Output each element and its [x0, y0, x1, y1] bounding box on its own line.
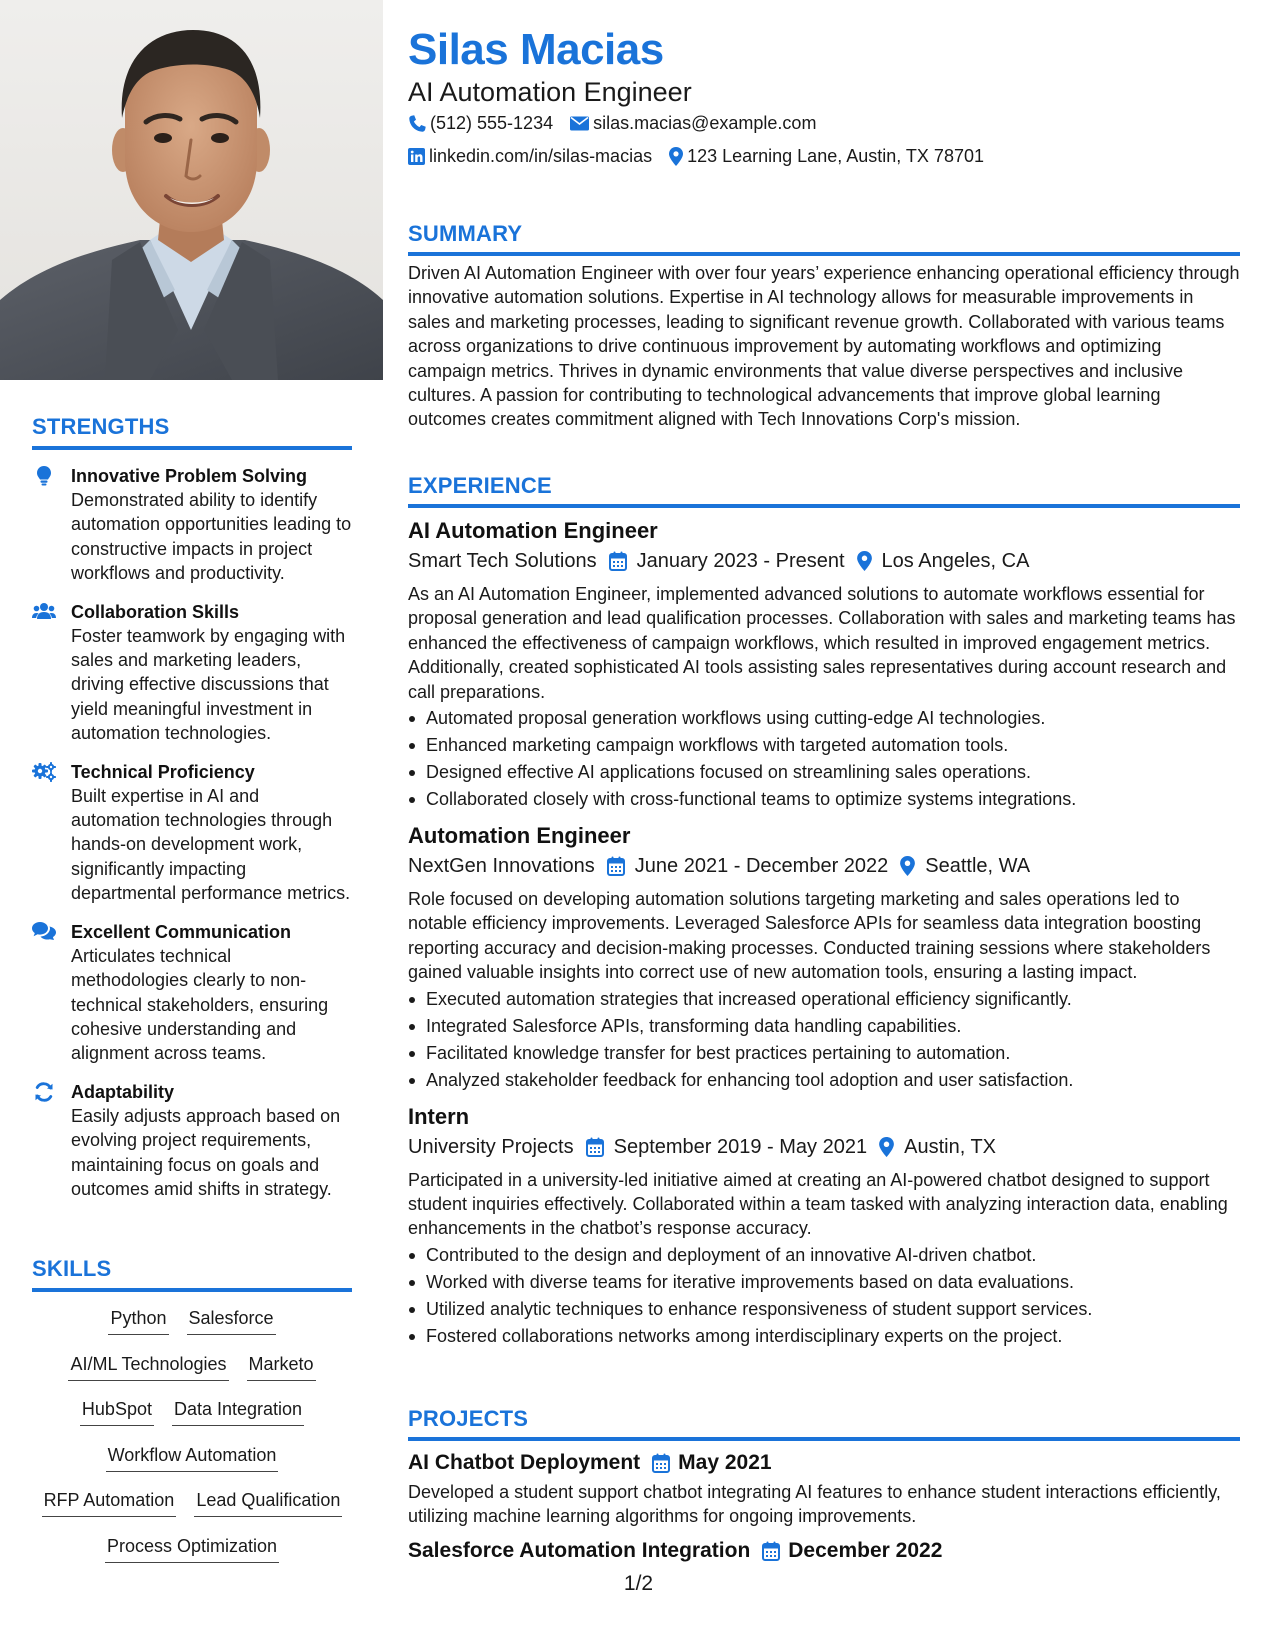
- bullet-item: Facilitated knowledge transfer for best practices pertaining to automation.: [408, 1040, 1240, 1067]
- calendar-icon: [586, 1137, 604, 1157]
- section-divider: [408, 504, 1240, 508]
- project-header: [408, 1537, 1240, 1565]
- candidate-name: Silas Macias: [408, 25, 664, 74]
- project-entry: [408, 1537, 1240, 1565]
- job-dates: June 2021 - December 2022: [634, 855, 889, 878]
- job-dates: September 2019 - May 2021: [613, 1135, 868, 1158]
- contact-phone: [408, 113, 553, 134]
- profile-photo: [0, 0, 383, 380]
- skills-row: [32, 1306, 352, 1352]
- skills-heading: SKILLS: [32, 1256, 112, 1281]
- contact-linkedin[interactable]: [408, 146, 652, 167]
- skills-row: [32, 1443, 352, 1489]
- skill-tag: Data Integration: [172, 1397, 304, 1426]
- skills-row: [32, 1488, 352, 1534]
- strength-description: Articulates technical methodologies clearly to non-technical stakeholders, ensuring cohesive understanding and alignment across teams.: [71, 945, 329, 1064]
- phone-icon: [408, 115, 426, 133]
- bullet-item: Contributed to the design and deployment of an innovative AI-driven chatbot.: [408, 1242, 1240, 1269]
- strength-item: [32, 464, 352, 586]
- skill-tag: Workflow Automation: [106, 1443, 279, 1472]
- skill-tag: HubSpot: [80, 1397, 154, 1426]
- project-title: AI Chatbot Deployment: [408, 1451, 641, 1474]
- bullet-item: Analyzed stakeholder feedback for enhancing tool adoption and user satisfaction.: [408, 1067, 1240, 1094]
- summary-heading: SUMMARY: [408, 221, 523, 246]
- skills-row: [32, 1352, 352, 1398]
- job-bullets: [408, 986, 1240, 1094]
- contact-line: [408, 113, 833, 134]
- strengths-heading: STRENGTHS: [32, 414, 170, 439]
- experience-heading: EXPERIENCE: [408, 473, 552, 498]
- project-description: Developed a student support chatbot integrating AI features to enhance student interactions efficiently, utilizing machine learning algorithms for ongoing improvements.: [408, 1482, 1221, 1527]
- strength-item: [32, 920, 352, 1066]
- job-entry: [408, 516, 1240, 813]
- job-location: Seattle, WA: [925, 855, 1031, 878]
- job-meta: [408, 851, 1240, 881]
- job-description: Role focused on developing automation solutions targeting marketing and sales operations led to notable efficiency improvements. Leveraged Salesforce APIs for seamless data integration boosting reporting accuracy and decision-making processes. Conducted training sessions where stakeholders gained valuable insights into correct use of new automation tools, ensuring a lasting impact.: [408, 889, 1211, 983]
- project-title: Salesforce Automation Integration: [408, 1538, 751, 1562]
- envelope-icon: [570, 116, 589, 131]
- calendar-icon: [609, 551, 627, 571]
- job-meta: [408, 1132, 1240, 1162]
- job-title: Intern: [408, 1103, 470, 1129]
- bullet-item: Designed effective AI applications focused on streamlining sales operations.: [408, 759, 1240, 786]
- projects-heading: PROJECTS: [408, 1406, 529, 1431]
- project-date: May 2021: [678, 1451, 772, 1474]
- contact-address: [669, 146, 984, 167]
- skill-tag: AI/ML Technologies: [68, 1352, 228, 1381]
- strength-description: Demonstrated ability to identify automation opportunities leading to constructive impacts in project workflows and productivity.: [71, 490, 352, 584]
- job-dates: January 2023 - Present: [636, 550, 845, 572]
- job-description: As an AI Automation Engineer, implemented advanced solutions to automate workflows essential for proposal generation and lead qualification processes. Collaboration with sales and marketing teams has enhanced the effectiveness of campaign workflows, which resulted in improved engagement metrics. Additionally, created sophisticated AI tools assisting sales representatives during account research and call preparations.: [408, 584, 1236, 702]
- users-icon: [32, 602, 56, 622]
- job-meta: [408, 546, 1240, 576]
- skill-tag: Python: [108, 1306, 168, 1335]
- skills-row: [32, 1397, 352, 1443]
- job-location: Los Angeles, CA: [881, 550, 1030, 572]
- email-text[interactable]: silas.macias@example.com: [593, 113, 817, 133]
- strength-item: [32, 760, 352, 906]
- location-pin-icon: [879, 1137, 894, 1157]
- bullet-item: Enhanced marketing campaign workflows with targeted automation tools.: [408, 732, 1240, 759]
- strength-description: Built expertise in AI and automation technologies through hands-on development work, significantly impacting departmental performance metrics.: [71, 785, 351, 904]
- summary-text: Driven AI Automation Engineer with over four years’ experience enhancing operational efficiency through innovative automation solutions. Expertise in AI technology allows for measurable improvements in sales and marketing processes, leading to significant revenue growth. Collaborated with various teams across organizations to drive continuous improvement by automating workflows and optimizing campaign metrics. Thrives in dynamic environments that value diverse perspectives and inclusive cultures. A passion for contributing to technological advancements that improve global learning outcomes creates commitment aligned with Tech Innovations Corp's mission.: [408, 263, 1240, 430]
- strength-title: Adaptability: [71, 1081, 175, 1102]
- sync-icon: [32, 1082, 56, 1102]
- skill-tag: Marketo: [247, 1352, 316, 1381]
- bullet-item: Fostered collaborations networks among interdisciplinary experts on the project.: [408, 1323, 1240, 1350]
- job-title: AI Automation Engineer: [408, 518, 658, 543]
- project-date: December 2022: [788, 1538, 943, 1562]
- bullet-item: Executed automation strategies that increased operational efficiency significantly.: [408, 986, 1240, 1013]
- strength-title: Innovative Problem Solving: [71, 466, 308, 486]
- calendar-icon: [607, 856, 625, 876]
- project-header: [408, 1449, 1240, 1477]
- experience-section: [408, 473, 1240, 1350]
- project-entry: [408, 1449, 1240, 1529]
- linkedin-icon: [408, 148, 425, 165]
- skills-section: [32, 1256, 352, 1579]
- skill-tag: Salesforce: [187, 1306, 276, 1335]
- job-company: Smart Tech Solutions: [408, 550, 597, 572]
- strength-description: Foster teamwork by engaging with sales and marketing leaders, driving effective discussions that yield meaningful investment in automation technologies.: [71, 625, 346, 744]
- location-pin-icon: [857, 551, 872, 571]
- candidate-title: AI Automation Engineer: [408, 77, 692, 107]
- skills-list: [32, 1306, 352, 1579]
- address-text: 123 Learning Lane, Austin, TX 78701: [687, 146, 984, 166]
- job-description: Participated in a university-led initiative aimed at creating an AI-powered chatbot designed to support student inquiries effectively. Collaborated within a team tasked with analyzing interaction data, enabling enhancements in the chatbot’s response accuracy.: [408, 1169, 1228, 1239]
- strength-item: [32, 1080, 352, 1202]
- gears-icon: [32, 762, 56, 782]
- page-number: 1/2: [623, 1572, 654, 1595]
- contact-line: [408, 146, 1001, 167]
- bullet-item: Integrated Salesforce APIs, transforming data handling capabilities.: [408, 1013, 1240, 1040]
- strength-item: [32, 600, 352, 746]
- bullet-item: Worked with diverse teams for iterative improvements based on data evaluations.: [408, 1269, 1240, 1296]
- job-location: Austin, TX: [904, 1135, 997, 1158]
- section-divider: [32, 446, 352, 450]
- skill-tag: Lead Qualification: [194, 1488, 342, 1517]
- lightbulb-icon: [32, 466, 56, 486]
- chat-icon: [32, 922, 56, 942]
- strength-title: Excellent Communication: [71, 921, 292, 942]
- strength-description: Easily adjusts approach based on evolving project requirements, maintaining focus on goals and outcomes amid shifts in strategy.: [71, 1105, 341, 1199]
- sidebar: [0, 0, 383, 1650]
- section-divider: [408, 252, 1240, 256]
- contact-email[interactable]: [570, 113, 816, 134]
- calendar-icon: [762, 1541, 780, 1561]
- bullet-item: Collaborated closely with cross-functional teams to optimize systems integrations.: [408, 786, 1240, 813]
- bullet-item: Utilized analytic techniques to enhance responsiveness of student support services.: [408, 1296, 1240, 1323]
- projects-section: [408, 1406, 1240, 1565]
- phone-text: (512) 555-1234: [430, 113, 554, 133]
- strengths-section: [32, 414, 352, 1201]
- section-divider: [408, 1437, 1240, 1441]
- strength-title: Collaboration Skills: [71, 601, 240, 622]
- location-pin-icon: [900, 856, 915, 876]
- job-company: University Projects: [408, 1135, 574, 1158]
- job-entry: [408, 821, 1240, 1094]
- job-bullets: [408, 1242, 1240, 1350]
- strength-title: Technical Proficiency: [71, 761, 255, 782]
- summary-section: [408, 221, 1240, 432]
- skill-tag: Process Optimization: [105, 1534, 279, 1563]
- section-divider: [32, 1288, 352, 1292]
- skill-tag: RFP Automation: [42, 1488, 177, 1517]
- calendar-icon: [652, 1453, 670, 1473]
- job-company: NextGen Innovations: [408, 855, 595, 878]
- linkedin-text[interactable]: linkedin.com/in/silas-macias: [429, 146, 653, 166]
- job-title: Automation Engineer: [408, 823, 631, 849]
- bullet-item: Automated proposal generation workflows using cutting-edge AI technologies.: [408, 705, 1240, 732]
- job-bullets: [408, 705, 1240, 813]
- location-pin-icon: [669, 147, 683, 166]
- job-entry: [408, 1102, 1240, 1350]
